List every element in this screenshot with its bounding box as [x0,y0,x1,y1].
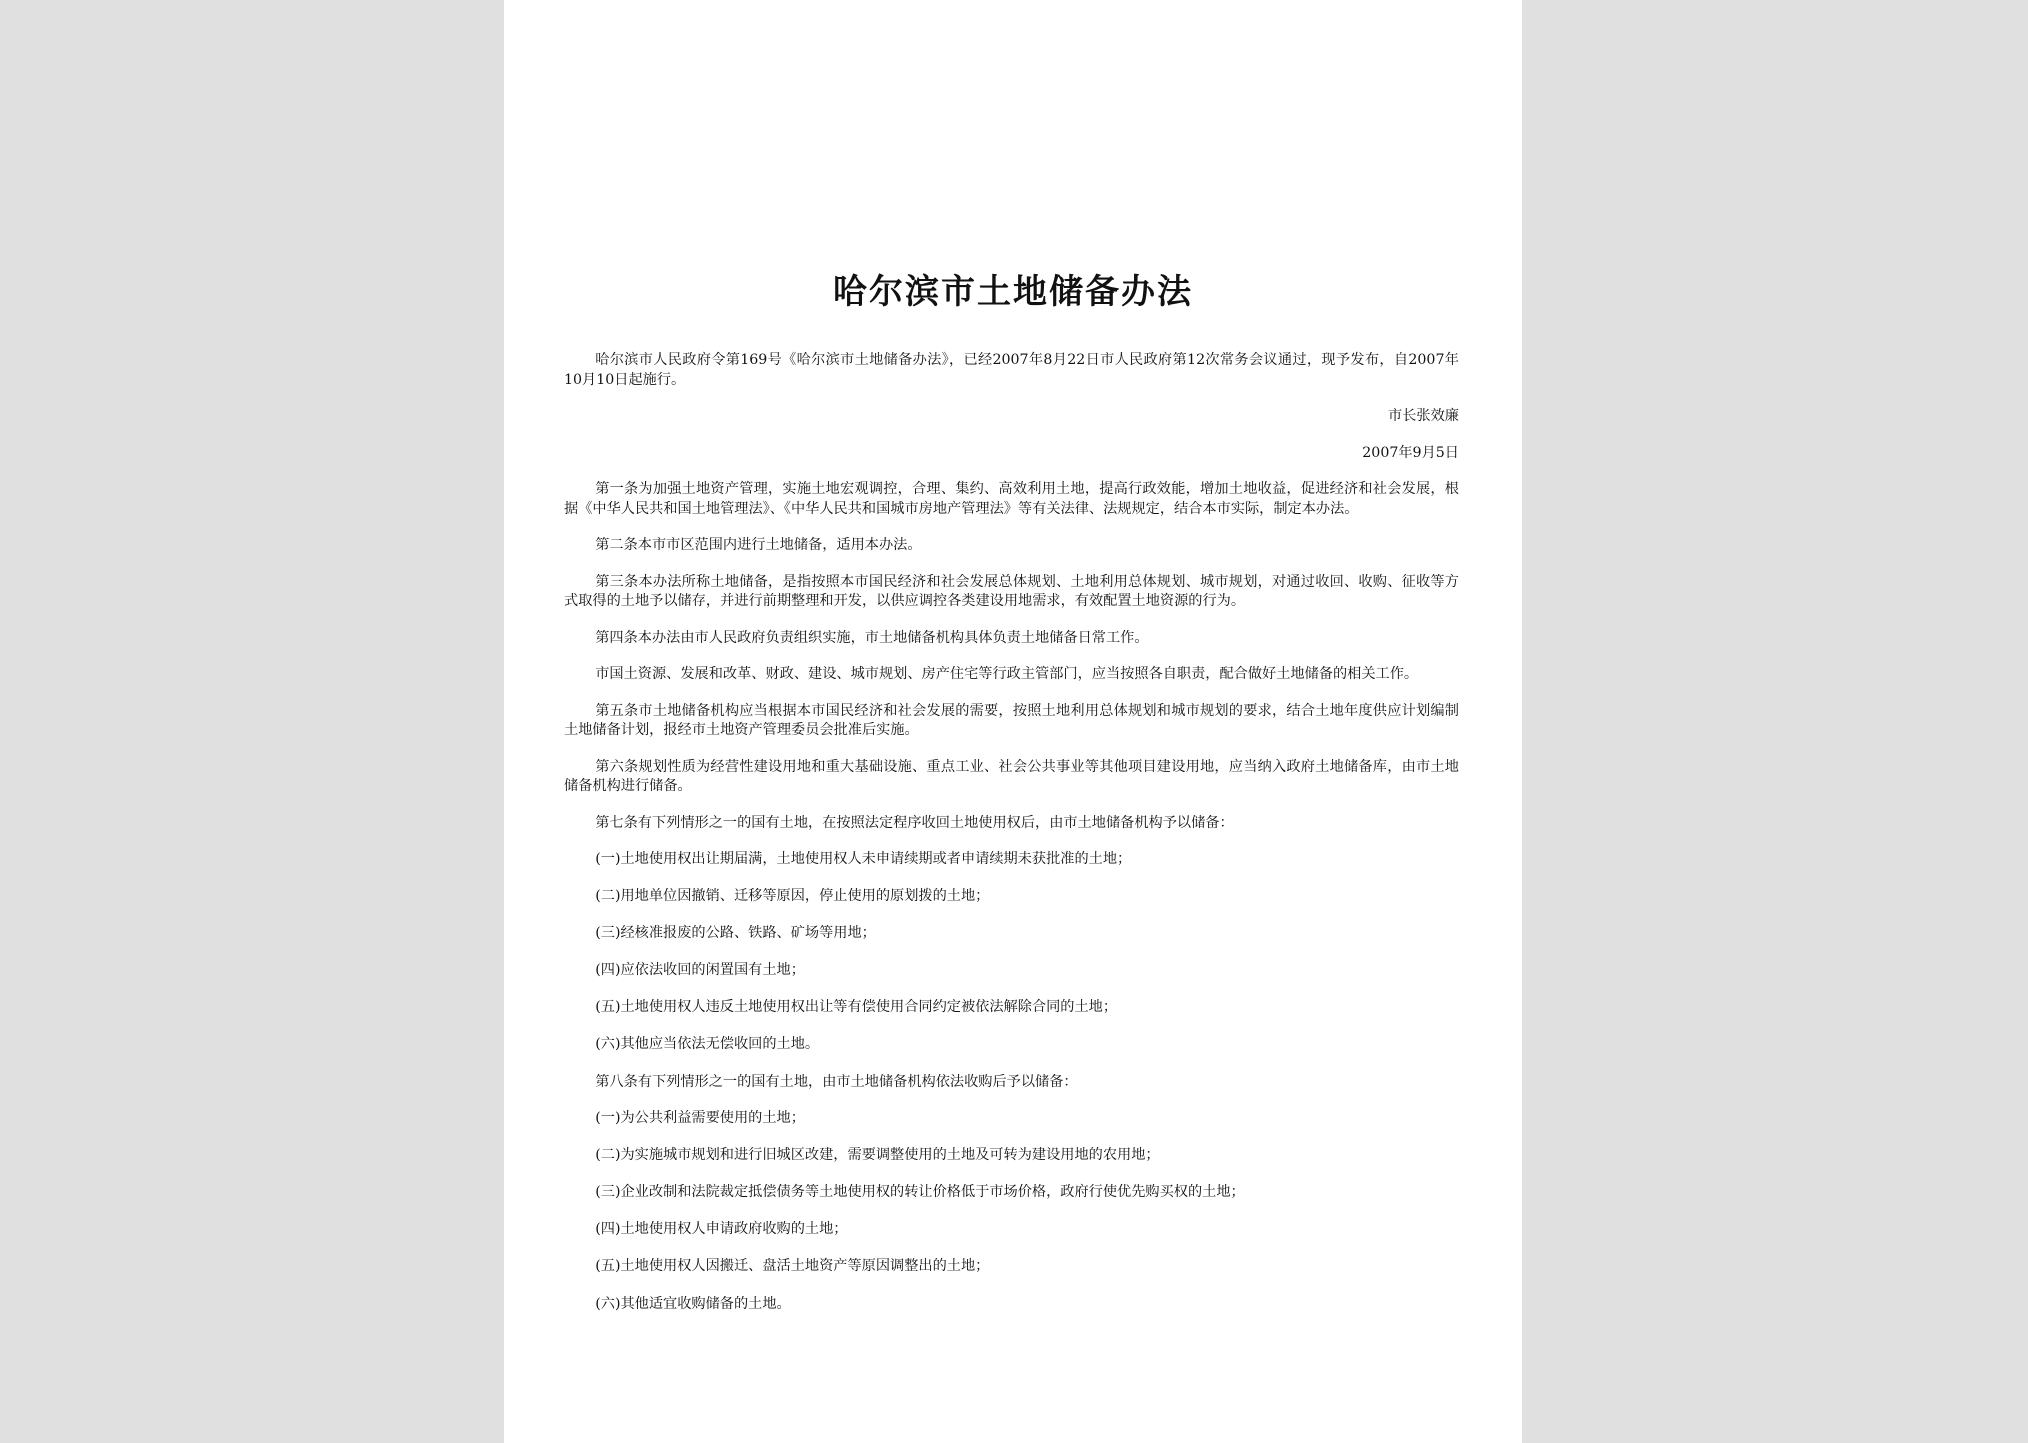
document-body [564,351,1459,1332]
article-7-item: (三)经核准报废的公路、铁路、矿场等用地； [595,925,876,942]
article-8-item: (二)为实施城市规划和进行旧城区改建，需要调整使用的土地及可转为建设用地的农用地； [595,1147,1160,1164]
article-3: 第三条本办法所称土地储备，是指按照本市国民经济和社会发展总体规划、土地利用总体规划、城市规划，对通过收回、收购、征收等方式取得的土地予以储存，并进行前期整理和开发，以供应调控各类建设用地需求，有效配置土地资源的行为。 [564,573,1459,609]
signature-date: 2007年9月5日 [1362,444,1459,461]
article-7-item: (六)其他应当依法无偿收回的土地。 [595,1036,820,1053]
article-7-item: (四)应依法收回的闲置国有土地； [595,962,805,979]
article-8-item: (五)土地使用权人因搬迁、盘活土地资产等原因调整出的土地； [595,1258,990,1275]
article-7-item: (二)用地单位因撤销、迁移等原因，停止使用的原划拨的土地； [595,888,990,905]
article-7-item: (一)土地使用权出让期届满，土地使用权人未申请续期或者申请续期未获批准的土地； [595,851,1132,867]
article-5: 第五条市土地储备机构应当根据本市国民经济和社会发展的需要，按照土地利用总体规划和城市规划的要求，结合土地年度供应计划编制土地储备计划，报经市土地资产管理委员会批准后实施。 [564,702,1459,738]
article-8-item: (一)为公共利益需要使用的土地； [595,1110,805,1127]
document-page [504,0,1522,1443]
article-4-paragraph-2: 市国土资源、发展和改革、财政、建设、城市规划、房产住宅等行政主管部门，应当按照各自职责，配合做好土地储备的相关工作。 [595,666,1419,682]
article-8-item: (四)土地使用权人申请政府收购的土地； [595,1221,848,1238]
article-8-item: (六)其他适宜收购储备的土地。 [595,1295,791,1312]
article-1: 第一条为加强土地资产管理，实施土地宏观调控，合理、集约、高效利用土地，提高行政效能，增加土地收益，促进经济和社会发展，根据《中华人民共和国土地管理法》、《中华人民共和国城市房地产管理法》等有关法律、法规规定，结合本市实际，制定本办法。 [564,481,1459,517]
article-6: 第六条规划性质为经营性建设用地和重大基础设施、重点工业、社会公共事业等其他项目建设用地，应当纳入政府土地储备库，由市土地储备机构进行储备。 [564,758,1459,794]
article-8: 第八条有下列情形之一的国有土地，由市土地储备机构依法收购后予以储备： [595,1073,1078,1090]
article-7-item: (五)土地使用权人违反土地使用权出让等有偿使用合同约定被依法解除合同的土地； [595,999,1118,1016]
preamble-paragraph: 哈尔滨市人民政府令第169号《哈尔滨市土地储备办法》，已经2007年8月22日市人民政府第12次常务会议通过，现予发布，自2007年10月10日起施行。 [564,352,1459,388]
article-7: 第七条有下列情形之一的国有土地，在按照法定程序收回土地使用权后，由市土地储备机构予以储备： [595,814,1234,831]
article-2: 第二条本市市区范围内进行土地储备，适用本办法。 [595,537,922,553]
signature: 市长张效廉 [1388,408,1459,424]
article-4: 第四条本办法由市人民政府负责组织实施，市土地储备机构具体负责土地储备日常工作。 [595,629,1149,646]
document-title: 哈尔滨市土地储备办法 [833,272,1193,312]
article-8-item: (三)企业改制和法院裁定抵偿债务等土地使用权的转让价格低于市场价格，政府行使优先购买权的土地； [595,1184,1245,1201]
